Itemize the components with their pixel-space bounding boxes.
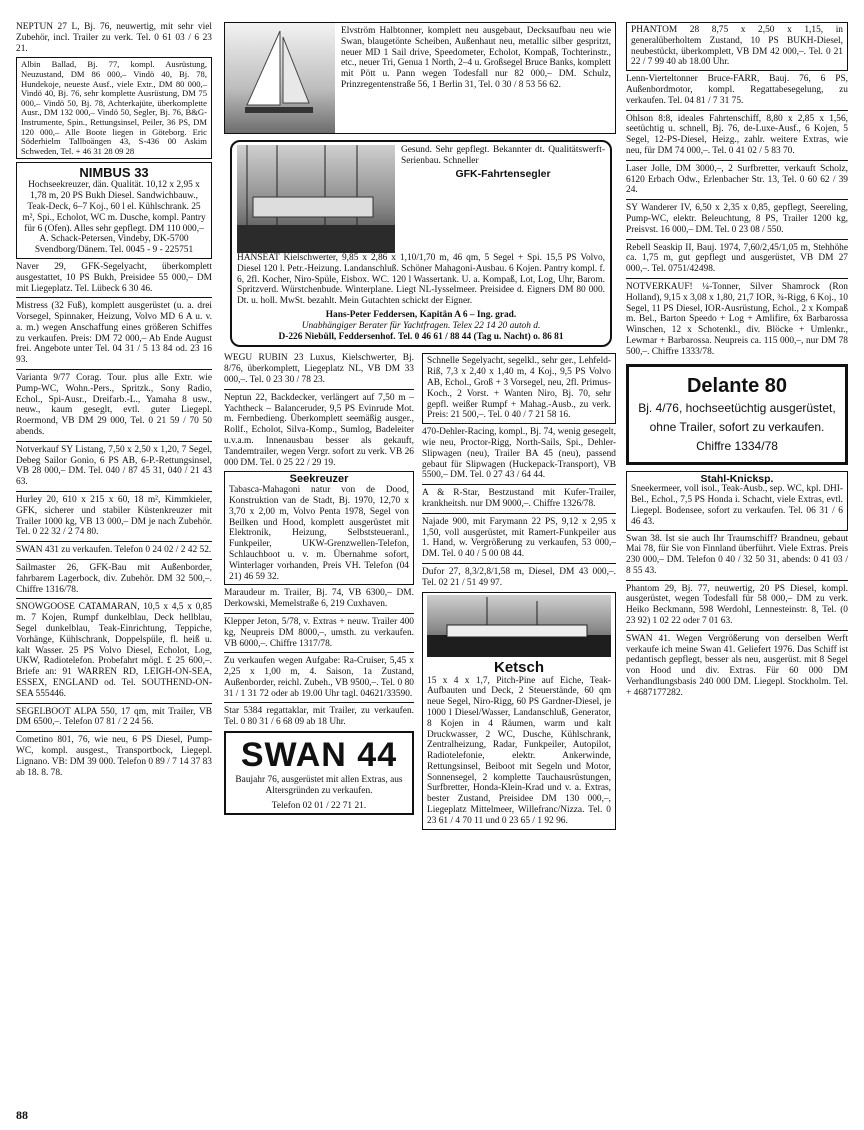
ad-phantom-29: Phantom 29, Bj. 77, neuwertig, 20 PS Diesel, kompl. ausgerüstet, wegen Todesfall für 58 000,– DM zu verk. Heiko Beckmann, 598 Werdohl, Lennesteinstr. 8, Tel. (0 23 92) 1 02 22 oder 7 01 63. <box>626 583 848 627</box>
ad-snowgoose: SNOWGOOSE CATAMARAN, 10,5 x 4,5 x 0,85 m. 7 Kojen, Rumpf dunkelblau, Deck hellblau, Segel dunkelblau, Teak-Einrichtung, Teppiche, Vorhänge, Kühlschrank, Doppelspüle, fl. heiß u. kalt Wasser. 25 PS Volvo Diesel, Echolot, Log, UKW, Radiotelefon. Probefahrt mögl. £ 25 600,–. Briefe an: 91 WARREN RD, LEIGH-ON-SEA, ESSEX, ENGLAND od. Tel. SOUTHEND-ON-SEA 555446. <box>16 602 212 699</box>
ad-seekreuzer: Seekreuzer Tabasca-Mahagoni natur von de Dood, Konstruktion van de Stadt, Bj. 1970, 12,70 x 3,70 x 2,00 m, Volvo Penta 1978, Segel von Beilken und Hood, komplett ausgerüstet mit Elektronik, Heizung, Selbststeueranl., Funkpeiler, UKW-Grenzwellen-Telefon, Schlauchboot u. v. m. Übernahme sofort, Winterlager vorhanden, Preis VH. Telefon (04 21) 46 59 32. <box>224 471 414 585</box>
hanseat-heading: GFK-Fahrtensegler <box>455 167 551 180</box>
ad-wanderer: SY Wanderer IV, 6,50 x 2,35 x 0,85, gepflegt, Seereling, Pump-WC, elektr. Beleuchtung, 8 PS, Trailer 1200 kg, Preisvst. 16 000,– DM. Tel. 0 23 08 / 550. <box>626 203 848 235</box>
ad-alpa: SEGELBOOT ALPA 550, 17 qm, mit Trailer, VB DM 6500,–. Telefon 07 81 / 2 24 56. <box>16 706 212 728</box>
ad-ar-star: A & R-Star, Bestzustand mit Kufer-Trailer, krankheitsh. nur DM 9000,–. Chiffre 1326/78. <box>422 488 616 509</box>
ad-neptun-27: NEPTUN 27 L, Bj. 76, neuwertig, mit sehr viel Zubehör, incl. Trailer zu verk. Tel. 0 61 03 / 6 23 21. <box>16 22 212 54</box>
ad-swan-431: SWAN 431 zu verkaufen. Telefon 0 24 02 / 2 42 52. <box>16 545 212 556</box>
ad-delante-80: Delante 80 Bj. 4/76, hochseetüchtig ausgerüstet, ohne Trailer, sofort zu verkaufen. Chiffre 1334/78 <box>626 364 848 465</box>
ketsch-photo <box>427 595 611 657</box>
ad-wegu-rubin: WEGU RUBIN 23 Luxus, Kielschwerter, Bj. 8/76, überkomplett, Liegeplatz NL, VB DM 33 000,–. Tel. 0 23 30 / 78 23. <box>224 353 414 385</box>
ad-listang: Notverkauf SY Listang, 7,50 x 2,50 x 1,20, 7 Segel, Debeg Sailor Gonio, 6 PS AB, 6-P.-Rettungsinsel, VB 28 000,– DM. Tel. 040 / 87 45 31, 040 / 21 43 63. <box>16 444 212 488</box>
ad-dehler-470: 470-Dehler-Racing, kompl., Bj. 74, wenig gesegelt, wie neu, Proctor-Rigg, North-Sails, Spi., Dehler-Slipwagen (neu), Trailer BA 45 (neu), passend gebaut für Slipwagen (Huckepack-Transport), VB 5500,– DM. Tel. 0 27 43 / 64 44. <box>422 427 616 481</box>
ad-albin-ballad: Albin Ballad, Bj. 77, kompl. Ausrüstung, Neuzustand, DM 86 000,– Vindö 40, Bj. 78, Hundekoje, neueste Ausf., viele Extr., DM 80 000,– Vindö 40, Bj. 76, sehr komplette Ausrüstung, DM 75 000,– Vindö 50, Bj. 78, Achterkajüte, überkomplette Ausr., DM 132 000,– Vindö 50, Segler, Bj. 76, B&G-Instrumente, Spin., Rettungsinsel, Peiler, 36 PS, DM 120 000,– Alle Boote liegen in Göteborg. Eric Söderhielm Tallboängen 43, S-436 00 Askim Schweden, Tel. + 46 31 28 09 28 <box>16 57 212 159</box>
yacht-photo <box>237 145 395 253</box>
ad-elvstroem: Elvström Halbtonner, komplett neu ausgebaut, Decksaufbau neu wie Swan, blaugetönte Scheiben, Außenhaut neu, metallic silber gespritzt, neuer MD 1 Sail drive, Speedometer, Echolot, Kompaß, Tochterinstr., etc., neuer Tri, Genua 1 North, 2–4 u. Großsegel Bruce Banks, komplett mit Pött u. Pann wegen Todesfall nur 82 000,– DM. Schulz, Prinzregentenstraße 56, 1 Berlin 31, Tel. 0 30 / 8 53 56 62. <box>224 22 616 134</box>
ad-swan-41: SWAN 41. Wegen Vergrößerung von derselben Werft verkaufe ich meine Swan 41. Geliefert 1976. Das Schiff ist pedantisch gepflegt, besser als neu, ausgerüst. mit 8 Segel von Hood und div. Extras. Für 60 000 DM Verhandlungsbasis 240 000 DM. Liegepl. Stockholm. Tel. + 4687177282. <box>626 633 848 698</box>
ad-rebell: Rebell Seaskip II, Bauj. 1974, 7,60/2,45/1,05 m, Stehhöhe ca. 1,75 m, gut gepflegt und ausgerüstet, VB DM 27 000,–. Tel. 0751/42498. <box>626 242 848 275</box>
ad-naver-29: Naver 29, GFK-Segelyacht, überkomplett ausgestattet, 10 PS Bukh, Preisidee 55 000,– DM mit Liegeplatz. Tel. Lübeck 6 30 46. <box>16 261 212 294</box>
ad-ra-cruiser: Zu verkaufen wegen Aufgabe: Ra-Cruiser, 5,45 x 2,25 x 1,00 m, 4. Saison, 1a Zustand, Außenborder, reichl. Zubeh., VB 9500,–. Tel. 0 80 31 / 1 31 72 oder ab 19.00 Uhr tagl. 04621/33590. <box>224 656 414 699</box>
nimbus-title: NIMBUS 33 <box>79 165 149 181</box>
column-left <box>16 22 212 781</box>
stahl-title: Stahl-Knicksp. <box>700 472 774 485</box>
ad-mistress: Mistress (32 Fuß), komplett ausgerüstet (u. a. drei Vorsegel, Spinnaker, Heizung, Volvo MD 6 A u. v. a. m.) wegen Anschaffung eines größeren Schiffes zu verkaufen. Preis: DM 72 000,– Ab Ende August frei. Angebote unter Tel. 04 31 / 5 13 84 od. 23 16 93. <box>16 301 212 366</box>
seekreuzer-title: Seekreuzer <box>289 473 349 486</box>
ad-swan-44: SWAN 44 Baujahr 76, ausgerüstet mit allen Extras, aus Altersgründen zu verkaufen. Telefon 02 01 / 22 71 21. <box>224 731 414 815</box>
ad-varianta: Varianta 9/77 Corag. Tour. plus alle Extr. wie Pump-WC, Wohn.-Pers., Spritzk., Sony Radio, Echol., Spi-Ausr., Dreifarb.-L., Yamaha 8 usw., neuw., kaum geseglt, evtl. guter Liegepl. Roermond, VB DM 29 000, Tel. 0 21 59 / 70 50 abends. <box>16 373 212 438</box>
ad-laser: Laser Jolle, DM 3000,–, 2 Surfbretter, verkauft Scholz, 6120 Erbach Odw., Erlenbacher Str. 13, Tel. 0 60 62 / 39 24. <box>626 163 848 196</box>
delante-title: Delante 80 <box>686 374 788 397</box>
page-number: 88 <box>16 1108 28 1122</box>
ketsch-title: Ketsch <box>493 658 545 676</box>
ad-stahl-knicksp: Stahl-Knicksp. Sneekermeer, voll isol., Teak-Ausb., sep. WC, kpl. DHI-Bel., Echol., 7,5 PS Honda i. Schacht, viele Extras, evtl. Liegepl. Bodensee, sofort zu verkaufen. Tel. 06 31 / 6 46 43. <box>626 471 848 531</box>
ad-nimbus-33: NIMBUS 33 Hochseekreuzer, dän. Qualität. 10,12 x 2,95 x 1,78 m, 20 PS Bukh Diesel. Sandwichbauw., Teak-Deck, 6–7 Koj., 60 l el. Kühlschrank. 25 m², Spi., Echolot, WC m. Dusche, kompl. Pantry für 6 (Ofen). Alles sehr gepflegt. DM 110 000,– A. Schack-Petersen, Vindeby, DK-5700 Svendborg/Dänem. Tel. 0045 - 9 - 225751 <box>16 162 212 259</box>
ad-hurley: Hurley 20, 610 x 215 x 60, 18 m², Kimmkieler, GFK, sicherer und stabiler Küstenkreuzer mit Trailer 1000 kg, VB 13 000,– DM je nach Zubehör. Tel. 0 22 32 / 2 74 80. <box>16 495 212 538</box>
ad-dufor: Dufor 27, 8,3/2,8/1,58 m, Diesel, DM 43 000,–. Tel. 02 21 / 51 49 97. <box>422 566 616 588</box>
ad-star-5384: Star 5384 regattaklar, mit Trailer, zu verkaufen. Tel. 0 80 31 / 6 68 09 ab 18 Uhr. <box>224 706 414 728</box>
ad-sailmaster: Sailmaster 26, GFK-Bau mit Außenborder, fahrbarem Lagerbock, div. Zubehör. DM 32 500,–. Chiffre 1316/78. <box>16 563 212 595</box>
ad-klepper: Klepper Jeton, 5/78, v. Extras + neuw. Trailer 400 kg, Neupreis DM 8000,–, umsth. zu verkaufen. VB 6000,–. Chiffre 1317/78. <box>224 616 414 649</box>
middle-left-subcolumn <box>224 353 414 832</box>
ad-phantom-28: PHANTOM 28 8,75 x 2,50 x 1,15, in generalüberholtem Zustand, 10 PS BUKH-Diesel, neubestückt, überkomplett, VB DM 42 000,–. Tel. 0 21 22 / 7 99 40 ab 18.00 Uhr. <box>626 22 848 71</box>
swan44-title: SWAN 44 <box>240 736 398 775</box>
sailboat-photo <box>225 23 335 133</box>
middle-right-subcolumn <box>422 353 616 832</box>
column-middle <box>224 22 616 833</box>
ad-maraudeur: Maraudeur m. Trailer, Bj. 74, VB 6300,– DM. Derkowski, Memelstraße 6, 219 Cuxhaven. <box>224 588 414 610</box>
ad-ketsch: Ketsch 15 x 4 x 1,7, Pitch-Pine auf Eiche, Teak-Aufbauten und Deck, 2 Steuerstände, 60 qm neue Segel, Niro-Rigg, 60 PS Gardner-Diesel, je 1000 l Diesel/Wasser, Landanschluß, Generator, 8 Kojen in 4 Räumen, warm und kalt Druckwasser, 2 WC, Dusche, Kühlschrank, Zentralheizung, Radar, Funkpeiler, Autopilot, Radiotelefonie, elektr. Ankerwinde, Rettungsinsel, Beiboot mit Segeln und Motor, Sonnensegel, 2 komplette Tauchausrüstungen, Surfbretter, Honda-Klein-Krad und v. a. Extras, bester Zustand, Preisidee DM 130 000,–, Liegeplatz Mittelmeer, Willefranc/Nizza. Tel. 0 23 61 / 4 70 11 und 0 23 65 / 1 92 96. <box>422 592 616 830</box>
ketsch-illustration <box>427 595 611 657</box>
ad-hanseat: Gesund. Sehr gepflegt. Bekannter dt. Qualitätswerft-Serienbau. Schneller GFK-Fahrtensegler HANSEAT Kielschwerter, 9,85 x 2,86 x 1,10/1,70 m, 46 qm, 5 Segel + Spi. 15,5 PS Volvo, Diesel 120 l. Petr.-Heizung. Landanschluß. Schöner Mahagoni-Ausbau. 6 Kojen. Pantry kompl. f. 6, 2fl. Kocher, Niro-Spüle, Eisbox. WC. 120 l Wassertank. U. a. Kompaß, Lot, Log, Uhr, Barom. Spritzverd. Würstchenbude. Winterplane. Liegt NL-Iysselmeer. Preisidee d. Eigners DM 80 000. Dt. u. holl. MwSt. bezahlt. Mein Gutachten schickt der Eigner. Hans-Peter Feddersen, Kapitän A 6 – Ing. grad. Unabhängiger Berater für Yachtfragen. Telex 22 14 20 autoh d. D-226 Niebüll, Feddersenhof. Tel. 0 46 61 / 88 44 (Tag u. Nacht) o. 86 81 <box>230 140 612 347</box>
sailboat-illustration <box>225 23 335 133</box>
ad-cometino: Cometino 801, 76, wie neu, 6 PS Diesel, Pump-WC, kompl. ausgest., Transportbock, Liegepl. Lignano. VB: DM 39 000. Telefon 0 89 / 7 14 37 83 ab 18. 8. 78. <box>16 735 212 778</box>
ad-swan-38: Swan 38. Ist sie auch Ihr Traumschiff? Brandneu, gebaut Mai 78, für Sie von Finnland überführt. Viele Extras. Preis 230 000,– DM. Telefon 0 40 / 32 50 31, abends: 0 41 03 / 8 55 43. <box>626 533 848 576</box>
ad-najade: Najade 900, mit Farymann 22 PS, 9,12 x 2,95 x 1,50, voll ausgerüstet, mit Ramert-Funkpeiler aus 1. Hand, w. Vergrößerung zu verkaufen, 53 000,– DM. Tel. 0 40 / 5 00 08 44. <box>422 516 616 560</box>
ad-notverkauf: NOTVERKAUF! ¼-Tonner, Silver Shamrock (Ron Holland), 9,15 x 3,08 x 1,80, 21,7 IOR, ¾-Rigg, 6 Koj., 10 Segel, 11 PS Diesel, IOR-Ausrüstung, Echol., 2 x Kompaß m. Bel., Barton Speedo + Log + Amlifire, 6x Barbarossa Winschen, 12 x Schotenkl., div. Blöcke + Umlenkr., Lewmar + Barbarossa. Neupreis ca. 115 000,–, nur DM 78 500,–. Chiffre 1333/78. <box>626 281 848 357</box>
ad-neptun-22: Neptun 22, Backdecker, verlängert auf 7,50 m – Yachtheck – Balanceruder, 9,5 PS Evinrude Mot. m. Fernbedieng. Überkomplett seemäßig ausger., Rollf., Echolot, Silva-Komp., Sumlog, Badeleiter u.v.a.m. Innenausbau besser als gekauft, Tandemtrailer, wegen Vergr. sofort zu verk. VB 26 000 DM. Tel. 0 25 22 / 29 19. <box>224 392 414 468</box>
column-right <box>626 22 848 702</box>
ad-schnelle-segelyacht: Schnelle Segelyacht, segelkl., sehr ger., Lehfeld-Riß, 7,3 x 2,40 x 1,40 m, 4 Koj., 9,5 PS Volvo AB, Echol., Groß + 3 Vorsegel, neu, 2fl. Primus-Koch., 2 Vorst. + Wanten Niro, Bj. 70, sehr gepfl. weißer Rumpf + Mahag.-Ausb., zu verk. Preis: 21 500,–. Tel. 0 40 / 7 21 58 16. <box>422 353 616 424</box>
yacht-harbor-illustration <box>237 145 395 253</box>
ad-ohlson: Ohlson 8:8, ideales Fahrtenschiff, 8,80 x 2,85 x 1,56, seetüchtig u. schnell, Bj. 76, de-Luxe-Ausf., 6 Kojen, 5 Segel, 12-PS-Diesel, Heizg., zahlr. weitere Extras, wie neu, für DM 74 000,–. Tel. 0 41 02 / 5 83 70. <box>626 113 848 156</box>
ad-lenn: Lenn-Vierteltonner Bruce-FARR, Bauj. 76, 6 PS, Außenbordmotor, kompl. Regattabesegelung, zu verkaufen. Tel. 04 81 / 7 31 75. <box>626 74 848 106</box>
